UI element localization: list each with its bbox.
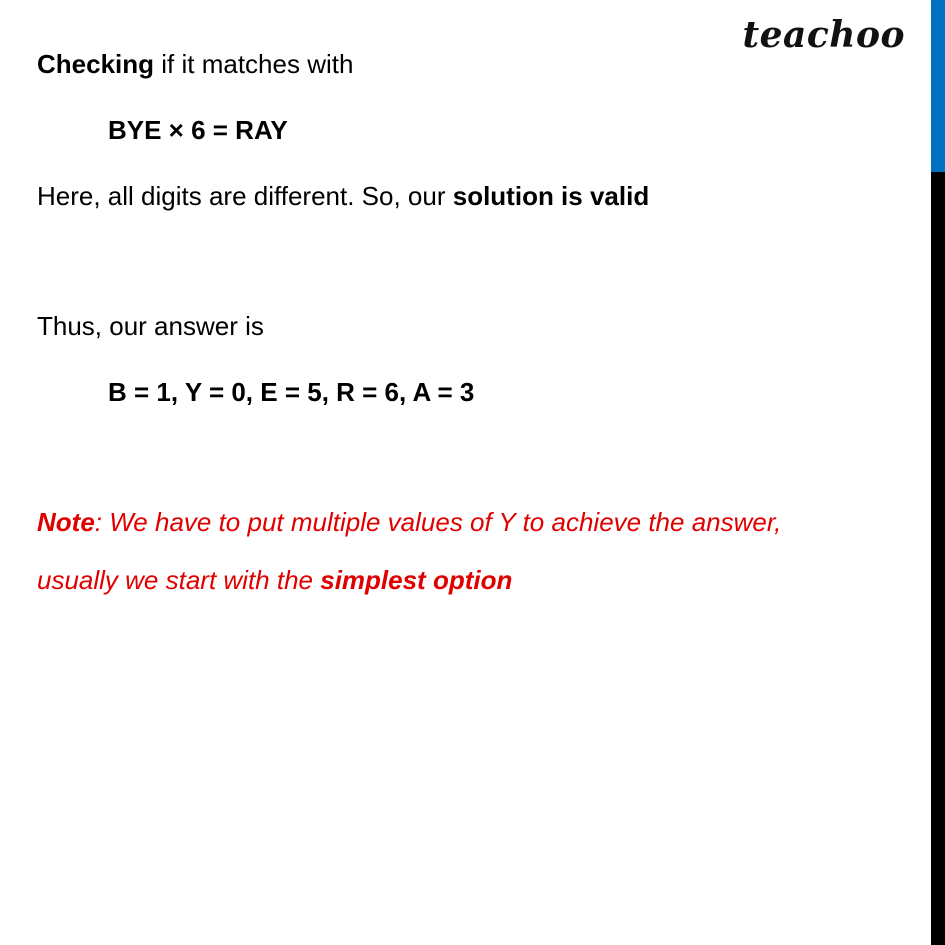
checking-line — [37, 48, 353, 80]
right-side-bar — [931, 0, 945, 945]
answer-line: B = 1, Y = 0, E = 5, R = 6, A = 3 — [108, 377, 475, 407]
equation-line: BYE × 6 = RAY — [108, 115, 288, 145]
side-bar-blue-accent — [931, 0, 945, 172]
teachoo-logo: teachoo — [742, 14, 905, 56]
note-line-2 — [37, 564, 512, 596]
answer-intro-line: Thus, our answer is — [37, 311, 264, 341]
note-label: Note — [37, 507, 95, 537]
valid-bold: solution is valid — [452, 181, 650, 211]
checking-bold: Checking — [37, 49, 155, 79]
checking-rest: if it matches with — [154, 49, 354, 79]
note-text-1: : We have to put multiple values of Y to achieve the answer, — [94, 507, 782, 537]
valid-plain: Here, all digits are different. So, our — [37, 181, 453, 211]
valid-line — [37, 180, 649, 212]
note-text-2: usually we start with the — [37, 565, 321, 595]
note-line-1 — [37, 506, 781, 538]
note-bold: simplest option — [320, 565, 513, 595]
